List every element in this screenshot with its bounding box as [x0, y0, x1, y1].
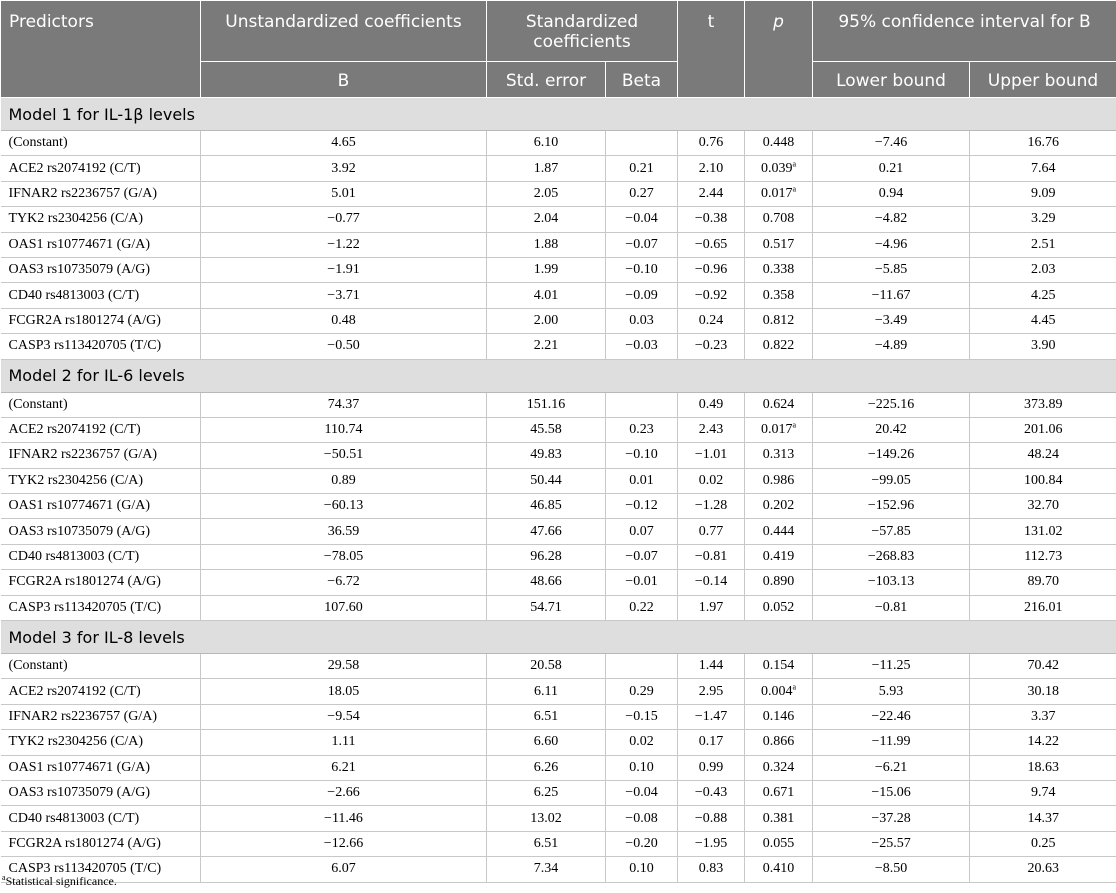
beta-cell: 0.23 [606, 417, 678, 442]
upper-bound-cell: 14.37 [970, 806, 1116, 831]
b-cell: −78.05 [201, 544, 487, 569]
upper-bound-cell: 9.74 [970, 780, 1116, 805]
p-cell [745, 780, 813, 805]
table-row [1, 494, 1116, 519]
table-row [1, 570, 1116, 595]
table-row [1, 679, 1116, 704]
lower-bound-cell: −6.21 [813, 755, 970, 780]
lower-bound-cell: −5.85 [813, 257, 970, 282]
lower-bound-cell: −4.96 [813, 232, 970, 257]
beta-cell: 0.21 [606, 156, 678, 181]
p-cell [745, 570, 813, 595]
std-error-cell: 45.58 [487, 417, 606, 442]
predictor-cell: IFNAR2 rs2236757 (G/A) [1, 181, 201, 206]
p-cell [745, 392, 813, 417]
std-error-cell: 96.28 [487, 544, 606, 569]
table-row [1, 392, 1116, 417]
p-cell [745, 257, 813, 282]
beta-cell: 0.29 [606, 679, 678, 704]
table-row [1, 780, 1116, 805]
p-value: 0.017 [760, 422, 793, 438]
beta-cell [606, 131, 678, 156]
b-cell: 0.48 [201, 308, 487, 333]
b-cell: 110.74 [201, 417, 487, 442]
upper-bound-cell: 89.70 [970, 570, 1116, 595]
t-cell: −1.28 [678, 494, 745, 519]
std-error-cell: 151.16 [487, 392, 606, 417]
predictor-cell: TYK2 rs2304256 (C/A) [1, 468, 201, 493]
predictor-cell: FCGR2A rs1801274 (A/G) [1, 308, 201, 333]
table-row [1, 257, 1116, 282]
b-cell: −12.66 [201, 831, 487, 856]
model-section-header [1, 621, 1116, 654]
model-section-header [1, 98, 1116, 131]
t-cell: 1.44 [678, 654, 745, 679]
lower-bound-cell: −152.96 [813, 494, 970, 519]
lower-bound-cell: 0.21 [813, 156, 970, 181]
p-value: 0.313 [762, 447, 795, 463]
lower-bound-cell: −4.89 [813, 334, 970, 359]
t-cell: 0.76 [678, 131, 745, 156]
predictor-cell: OAS3 rs10735079 (A/G) [1, 780, 201, 805]
table-row [1, 831, 1116, 856]
p-cell [745, 831, 813, 856]
table-row [1, 417, 1116, 442]
p-value: 0.986 [762, 472, 795, 488]
header-beta: Beta [606, 62, 678, 98]
b-cell: −0.77 [201, 207, 487, 232]
header-predictors: Predictors [1, 1, 201, 98]
t-cell: 0.24 [678, 308, 745, 333]
std-error-cell: 1.99 [487, 257, 606, 282]
b-cell: 29.58 [201, 654, 487, 679]
lower-bound-cell: −11.99 [813, 730, 970, 755]
table-row [1, 730, 1116, 755]
header-standardized: Standardized coefficients [487, 1, 678, 62]
std-error-cell: 2.00 [487, 308, 606, 333]
header-upper-bound: Upper bound [970, 62, 1116, 98]
predictor-cell: OAS3 rs10735079 (A/G) [1, 519, 201, 544]
p-cell [745, 283, 813, 308]
std-error-cell: 13.02 [487, 806, 606, 831]
lower-bound-cell: −15.06 [813, 780, 970, 805]
predictor-cell: CASP3 rs113420705 (T/C) [1, 857, 201, 882]
b-cell: 4.65 [201, 131, 487, 156]
b-cell: 36.59 [201, 519, 487, 544]
table-row [1, 468, 1116, 493]
upper-bound-cell: 3.29 [970, 207, 1116, 232]
footnote-text: Statistical significance. [5, 874, 117, 888]
beta-cell: −0.07 [606, 232, 678, 257]
model-title: Model 2 for IL-6 levels [1, 359, 1116, 392]
table-row [1, 283, 1116, 308]
table-row [1, 156, 1116, 181]
upper-bound-cell: 201.06 [970, 417, 1116, 442]
p-cell [745, 232, 813, 257]
model-title: Model 3 for IL-8 levels [1, 621, 1116, 654]
t-cell: −0.23 [678, 334, 745, 359]
p-cell [745, 131, 813, 156]
p-value: 0.671 [762, 785, 795, 801]
t-cell: 1.97 [678, 595, 745, 620]
t-cell: −0.88 [678, 806, 745, 831]
p-value: 0.890 [762, 574, 795, 590]
b-cell: 3.92 [201, 156, 487, 181]
b-cell: −50.51 [201, 443, 487, 468]
p-value: 0.866 [762, 734, 795, 750]
header-unstandardized: Unstandardized coefficients [201, 1, 487, 62]
t-cell: 2.10 [678, 156, 745, 181]
predictor-cell: CD40 rs4813003 (C/T) [1, 544, 201, 569]
upper-bound-cell: 9.09 [970, 181, 1116, 206]
std-error-cell: 1.88 [487, 232, 606, 257]
beta-cell: −0.15 [606, 704, 678, 729]
p-cell [745, 654, 813, 679]
b-cell: −6.72 [201, 570, 487, 595]
t-cell: −1.95 [678, 831, 745, 856]
b-cell: 1.11 [201, 730, 487, 755]
b-cell: 0.89 [201, 468, 487, 493]
lower-bound-cell: −11.25 [813, 654, 970, 679]
model-title: Model 1 for IL-1β levels [1, 98, 1116, 131]
t-cell: −0.38 [678, 207, 745, 232]
b-cell: 107.60 [201, 595, 487, 620]
t-cell: 0.02 [678, 468, 745, 493]
model-section-header [1, 359, 1116, 392]
std-error-cell: 6.11 [487, 679, 606, 704]
predictor-cell: TYK2 rs2304256 (C/A) [1, 730, 201, 755]
p-value: 0.358 [762, 287, 795, 303]
lower-bound-cell: −4.82 [813, 207, 970, 232]
predictor-cell: CASP3 rs113420705 (T/C) [1, 595, 201, 620]
lower-bound-cell: −57.85 [813, 519, 970, 544]
header-p: p [745, 1, 813, 98]
lower-bound-cell: −25.57 [813, 831, 970, 856]
predictor-cell: CD40 rs4813003 (C/T) [1, 806, 201, 831]
header-t: t [678, 1, 745, 98]
table-row [1, 595, 1116, 620]
t-cell: −1.01 [678, 443, 745, 468]
lower-bound-cell: −268.83 [813, 544, 970, 569]
beta-cell: 0.22 [606, 595, 678, 620]
b-cell: 74.37 [201, 392, 487, 417]
table-row [1, 806, 1116, 831]
b-cell: 5.01 [201, 181, 487, 206]
t-cell: −1.47 [678, 704, 745, 729]
p-value: 0.052 [762, 599, 795, 615]
predictor-cell: FCGR2A rs1801274 (A/G) [1, 831, 201, 856]
b-cell: −1.22 [201, 232, 487, 257]
p-value: 0.812 [762, 312, 795, 328]
std-error-cell: 49.83 [487, 443, 606, 468]
lower-bound-cell: 20.42 [813, 417, 970, 442]
header-row-top [1, 1, 1116, 62]
lower-bound-cell: −22.46 [813, 704, 970, 729]
std-error-cell: 7.34 [487, 857, 606, 882]
lower-bound-cell: −37.28 [813, 806, 970, 831]
predictor-cell: IFNAR2 rs2236757 (G/A) [1, 443, 201, 468]
header-lower-bound: Lower bound [813, 62, 970, 98]
std-error-cell: 4.01 [487, 283, 606, 308]
upper-bound-cell: 100.84 [970, 468, 1116, 493]
p-cell [745, 704, 813, 729]
upper-bound-cell: 14.22 [970, 730, 1116, 755]
beta-cell: 0.10 [606, 755, 678, 780]
p-value: 0.055 [762, 835, 795, 851]
p-cell [745, 806, 813, 831]
table-row [1, 544, 1116, 569]
upper-bound-cell: 18.63 [970, 755, 1116, 780]
upper-bound-cell: 216.01 [970, 595, 1116, 620]
upper-bound-cell: 4.45 [970, 308, 1116, 333]
t-cell: 2.95 [678, 679, 745, 704]
beta-cell: 0.01 [606, 468, 678, 493]
p-cell [745, 494, 813, 519]
p-cell [745, 334, 813, 359]
p-value: 0.338 [762, 262, 795, 278]
t-cell: −0.96 [678, 257, 745, 282]
t-cell: −0.14 [678, 570, 745, 595]
table-row [1, 704, 1116, 729]
upper-bound-cell: 20.63 [970, 857, 1116, 882]
std-error-cell: 1.87 [487, 156, 606, 181]
table-row [1, 857, 1116, 882]
beta-cell: −0.01 [606, 570, 678, 595]
table-row [1, 232, 1116, 257]
t-cell: 2.44 [678, 181, 745, 206]
p-value: 0.154 [762, 658, 795, 674]
p-cell [745, 417, 813, 442]
p-cell [745, 443, 813, 468]
t-cell: 0.77 [678, 519, 745, 544]
std-error-cell: 2.05 [487, 181, 606, 206]
lower-bound-cell: −8.50 [813, 857, 970, 882]
predictor-cell: (Constant) [1, 654, 201, 679]
predictor-cell: OAS1 rs10774671 (G/A) [1, 755, 201, 780]
std-error-cell: 6.26 [487, 755, 606, 780]
table-row [1, 755, 1116, 780]
beta-cell: −0.03 [606, 334, 678, 359]
header-std-error: Std. error [487, 62, 606, 98]
std-error-cell: 50.44 [487, 468, 606, 493]
upper-bound-cell: 3.37 [970, 704, 1116, 729]
beta-cell: −0.04 [606, 780, 678, 805]
b-cell: −2.66 [201, 780, 487, 805]
p-value: 0.624 [762, 396, 795, 412]
p-cell [745, 181, 813, 206]
beta-cell: −0.08 [606, 806, 678, 831]
p-value: 0.419 [762, 549, 795, 565]
upper-bound-cell: 3.90 [970, 334, 1116, 359]
header-confidence-interval: 95% confidence interval for B [813, 1, 1116, 62]
p-value: 0.202 [762, 498, 795, 514]
table-body [1, 98, 1116, 883]
p-value: 0.708 [762, 211, 795, 227]
significance-mark: a [792, 158, 797, 168]
b-cell: −0.50 [201, 334, 487, 359]
p-cell [745, 207, 813, 232]
beta-cell: −0.20 [606, 831, 678, 856]
beta-cell: 0.07 [606, 519, 678, 544]
predictor-cell: TYK2 rs2304256 (C/A) [1, 207, 201, 232]
p-value: 0.017 [760, 185, 793, 201]
beta-cell: 0.03 [606, 308, 678, 333]
beta-cell [606, 392, 678, 417]
p-cell [745, 755, 813, 780]
upper-bound-cell: 7.64 [970, 156, 1116, 181]
std-error-cell: 6.51 [487, 704, 606, 729]
predictor-cell: (Constant) [1, 131, 201, 156]
b-cell: 18.05 [201, 679, 487, 704]
header-b: B [201, 62, 487, 98]
p-value: 0.444 [762, 523, 795, 539]
b-cell: 6.07 [201, 857, 487, 882]
t-cell: 0.17 [678, 730, 745, 755]
std-error-cell: 54.71 [487, 595, 606, 620]
predictor-cell: ACE2 rs2074192 (C/T) [1, 679, 201, 704]
lower-bound-cell: 0.94 [813, 181, 970, 206]
predictor-cell: IFNAR2 rs2236757 (G/A) [1, 704, 201, 729]
t-cell: 0.49 [678, 392, 745, 417]
lower-bound-cell: −7.46 [813, 131, 970, 156]
t-cell: 0.99 [678, 755, 745, 780]
beta-cell: 0.02 [606, 730, 678, 755]
upper-bound-cell: 112.73 [970, 544, 1116, 569]
p-cell [745, 595, 813, 620]
predictor-cell: ACE2 rs2074192 (C/T) [1, 417, 201, 442]
beta-cell: −0.07 [606, 544, 678, 569]
std-error-cell: 2.21 [487, 334, 606, 359]
upper-bound-cell: 0.25 [970, 831, 1116, 856]
upper-bound-cell: 48.24 [970, 443, 1116, 468]
p-value: 0.410 [762, 861, 795, 877]
significance-mark: a [792, 184, 797, 194]
p-value: 0.822 [762, 338, 795, 354]
p-cell [745, 857, 813, 882]
p-cell [745, 468, 813, 493]
significance-mark: a [792, 420, 797, 430]
significance-mark: a [792, 681, 797, 691]
predictor-cell: CASP3 rs113420705 (T/C) [1, 334, 201, 359]
lower-bound-cell: −149.26 [813, 443, 970, 468]
lower-bound-cell: −3.49 [813, 308, 970, 333]
p-cell [745, 730, 813, 755]
std-error-cell: 6.25 [487, 780, 606, 805]
table-row [1, 131, 1116, 156]
p-cell [745, 308, 813, 333]
b-cell: −11.46 [201, 806, 487, 831]
lower-bound-cell: 5.93 [813, 679, 970, 704]
std-error-cell: 2.04 [487, 207, 606, 232]
p-value: 0.324 [762, 759, 795, 775]
beta-cell: −0.10 [606, 257, 678, 282]
lower-bound-cell: −99.05 [813, 468, 970, 493]
p-value: 0.448 [762, 135, 795, 151]
p-value: 0.381 [762, 810, 795, 826]
b-cell: −1.91 [201, 257, 487, 282]
upper-bound-cell: 30.18 [970, 679, 1116, 704]
beta-cell: −0.12 [606, 494, 678, 519]
predictor-cell: (Constant) [1, 392, 201, 417]
upper-bound-cell: 4.25 [970, 283, 1116, 308]
t-cell: 2.43 [678, 417, 745, 442]
upper-bound-cell: 2.03 [970, 257, 1116, 282]
p-value: 0.039 [760, 160, 793, 176]
upper-bound-cell: 2.51 [970, 232, 1116, 257]
beta-cell: −0.09 [606, 283, 678, 308]
std-error-cell: 6.51 [487, 831, 606, 856]
std-error-cell: 6.60 [487, 730, 606, 755]
std-error-cell: 6.10 [487, 131, 606, 156]
b-cell: −3.71 [201, 283, 487, 308]
footnote [0, 874, 117, 889]
predictor-cell: OAS1 rs10774671 (G/A) [1, 494, 201, 519]
t-cell: 0.83 [678, 857, 745, 882]
b-cell: −60.13 [201, 494, 487, 519]
upper-bound-cell: 131.02 [970, 519, 1116, 544]
beta-cell: −0.04 [606, 207, 678, 232]
p-value: 0.004 [760, 683, 793, 699]
std-error-cell: 20.58 [487, 654, 606, 679]
std-error-cell: 47.66 [487, 519, 606, 544]
p-cell [745, 519, 813, 544]
upper-bound-cell: 373.89 [970, 392, 1116, 417]
b-cell: −9.54 [201, 704, 487, 729]
predictor-cell: CD40 rs4813003 (C/T) [1, 283, 201, 308]
p-cell [745, 156, 813, 181]
beta-cell: 0.27 [606, 181, 678, 206]
table-row [1, 308, 1116, 333]
predictor-cell: OAS1 rs10774671 (G/A) [1, 232, 201, 257]
p-cell [745, 544, 813, 569]
beta-cell [606, 654, 678, 679]
footnote-mark: a [2, 873, 6, 882]
lower-bound-cell: −0.81 [813, 595, 970, 620]
lower-bound-cell: −103.13 [813, 570, 970, 595]
predictor-cell: OAS3 rs10735079 (A/G) [1, 257, 201, 282]
p-value: 0.146 [762, 709, 795, 724]
t-cell: −0.81 [678, 544, 745, 569]
lower-bound-cell: −11.67 [813, 283, 970, 308]
t-cell: −0.65 [678, 232, 745, 257]
table-row [1, 207, 1116, 232]
table-row [1, 654, 1116, 679]
t-cell: −0.92 [678, 283, 745, 308]
table-row [1, 519, 1116, 544]
lower-bound-cell: −225.16 [813, 392, 970, 417]
t-cell: −0.43 [678, 780, 745, 805]
beta-cell: −0.10 [606, 443, 678, 468]
upper-bound-cell: 32.70 [970, 494, 1116, 519]
beta-cell: 0.10 [606, 857, 678, 882]
std-error-cell: 48.66 [487, 570, 606, 595]
b-cell: 6.21 [201, 755, 487, 780]
p-cell [745, 679, 813, 704]
upper-bound-cell: 16.76 [970, 131, 1116, 156]
table-row [1, 334, 1116, 359]
std-error-cell: 46.85 [487, 494, 606, 519]
table-row [1, 181, 1116, 206]
p-value: 0.517 [762, 236, 795, 252]
upper-bound-cell: 70.42 [970, 654, 1116, 679]
table-row [1, 443, 1116, 468]
predictor-cell: FCGR2A rs1801274 (A/G) [1, 570, 201, 595]
predictor-cell: ACE2 rs2074192 (C/T) [1, 156, 201, 181]
